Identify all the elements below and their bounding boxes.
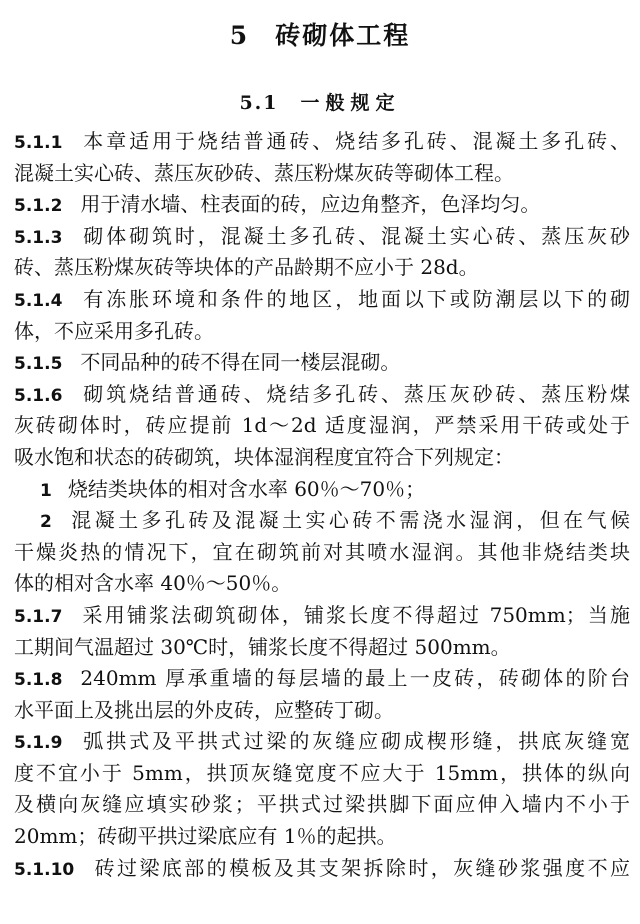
line-text: 本章适用于烧结普通砖、烧结多孔砖、混凝土多孔砖、 xyxy=(80,129,630,153)
line-text: 干燥炎热的情况下，宜在砌筑前对其喷水湿润。其他非烧结类块 xyxy=(14,539,630,564)
section-title xyxy=(0,88,640,115)
line-text: 弧拱式及平拱式过梁的灰缝应砌成楔形缝，拱底灰缝宽 xyxy=(80,729,630,754)
clause-number: 5.1.4 xyxy=(14,290,63,311)
line-content xyxy=(14,537,630,569)
item-number: 1 xyxy=(40,480,52,501)
line-text: 砖、蒸压粉煤灰砖等块体的产品龄期不应小于 28d。 xyxy=(14,255,479,280)
text-line xyxy=(14,505,630,537)
text-line xyxy=(14,347,630,379)
section-title-text: 一般规定 xyxy=(300,92,401,114)
line-content xyxy=(14,726,630,758)
text-line xyxy=(14,284,630,316)
line-content xyxy=(14,284,630,316)
line-text: 体的相对含水率 40％～50％。 xyxy=(14,571,292,596)
line-content xyxy=(14,316,630,348)
clause-number: 5.1.6 xyxy=(14,385,63,406)
clause-number: 5.1.1 xyxy=(14,133,63,153)
text-line xyxy=(14,600,630,632)
text-line xyxy=(14,379,630,411)
line-content xyxy=(14,853,630,885)
text-line xyxy=(14,316,630,348)
clause-number: 5.1.3 xyxy=(14,227,63,248)
line-content xyxy=(14,695,630,727)
line-content xyxy=(14,600,630,632)
text-line xyxy=(14,632,630,664)
text-line xyxy=(14,726,630,758)
text-line xyxy=(14,126,630,158)
line-text: 吸水饱和状态的砖砌筑，块体湿润程度宜符合下列规定： xyxy=(14,444,514,469)
line-text: 度不宜小于 5mm，拱顶灰缝宽度不应大于 15mm，拱体的纵向 xyxy=(14,760,630,785)
line-text: 水平面上及挑出层的外皮砖，应整砖丁砌。 xyxy=(14,697,394,722)
line-text: 灰砖砌体时，砖应提前 1d～2d 适度湿润，严禁采用干砖或处于 xyxy=(14,413,630,438)
text-line xyxy=(14,853,630,885)
clause-number: 5.1.5 xyxy=(14,354,63,375)
line-content xyxy=(14,663,630,695)
text-line xyxy=(14,758,630,790)
line-text: 砌体砌筑时，混凝土多孔砖、混凝土实心砖、蒸压灰砂 xyxy=(80,223,630,248)
text-line xyxy=(14,568,630,600)
text-line xyxy=(14,695,630,727)
line-content xyxy=(40,505,630,537)
clause-number: 5.1.7 xyxy=(14,606,63,627)
line-content xyxy=(14,821,630,853)
line-text: 20mm；砖砌平拱过梁底应有 1％的起拱。 xyxy=(14,824,397,849)
line-content xyxy=(14,252,630,284)
line-text: 砖过梁底部的模板及其支架拆除时，灰缝砂浆强度不应 xyxy=(92,855,630,880)
chapter-title xyxy=(0,16,640,52)
document-body xyxy=(14,126,630,884)
text-line xyxy=(14,189,630,221)
text-line xyxy=(14,410,630,442)
line-content xyxy=(14,758,630,790)
text-line xyxy=(14,442,630,474)
line-content xyxy=(14,126,630,158)
text-line xyxy=(14,221,630,253)
text-line xyxy=(14,821,630,853)
item-number: 2 xyxy=(40,512,52,533)
line-text: 240mm 厚承重墙的每层墙的最上一皮砖，砖砌体的阶台 xyxy=(80,666,630,691)
text-line xyxy=(14,252,630,284)
line-content xyxy=(14,347,630,379)
chapter-title-text: 砖砌体工程 xyxy=(275,21,411,50)
line-content xyxy=(14,158,630,190)
text-line xyxy=(14,789,630,821)
line-text: 有冻胀环境和条件的地区，地面以下或防潮层以下的砌 xyxy=(80,286,630,311)
line-text: 不同品种的砖不得在同一楼层混砌。 xyxy=(80,350,401,375)
line-content xyxy=(14,379,630,411)
line-content xyxy=(14,189,630,221)
line-content xyxy=(14,789,630,821)
chapter-number: 5 xyxy=(229,21,250,50)
line-text: 混凝土实心砖、蒸压灰砂砖、蒸压粉煤灰砖等砌体工程。 xyxy=(14,160,514,185)
clause-number: 5.1.8 xyxy=(14,670,63,691)
line-text: 及横向灰缝应填实砂浆；平拱式过梁拱脚下面应伸入墙内不小于 xyxy=(14,792,630,817)
line-text: 砌筑烧结普通砖、烧结多孔砖、蒸压灰砂砖、蒸压粉煤 xyxy=(80,381,630,406)
line-content xyxy=(14,442,630,474)
line-text: 混凝土多孔砖及混凝土实心砖不需浇水湿润，但在气候 xyxy=(67,508,630,533)
line-content xyxy=(14,632,630,664)
line-text: 烧结类块体的相对含水率 60％～70％； xyxy=(67,476,426,501)
line-text: 采用铺浆法砌筑砌体，铺浆长度不得超过 750mm；当施 xyxy=(80,602,630,627)
section-number: 5.1 xyxy=(239,92,279,114)
line-content xyxy=(14,221,630,253)
line-content xyxy=(14,568,630,600)
text-line xyxy=(14,474,630,506)
clause-number: 5.1.2 xyxy=(14,196,63,217)
line-content xyxy=(14,410,630,442)
line-content xyxy=(40,474,630,506)
text-line xyxy=(14,158,630,190)
clause-number: 5.1.9 xyxy=(14,733,63,754)
text-line xyxy=(14,537,630,569)
clause-number: 5.1.10 xyxy=(14,859,75,880)
text-line xyxy=(14,663,630,695)
line-text: 体，不应采用多孔砖。 xyxy=(14,318,214,343)
line-text: 用于清水墙、柱表面的砖，应边角整齐，色泽均匀。 xyxy=(80,192,541,217)
line-text: 工期间气温超过 30℃时，铺浆长度不得超过 500mm。 xyxy=(14,634,511,659)
